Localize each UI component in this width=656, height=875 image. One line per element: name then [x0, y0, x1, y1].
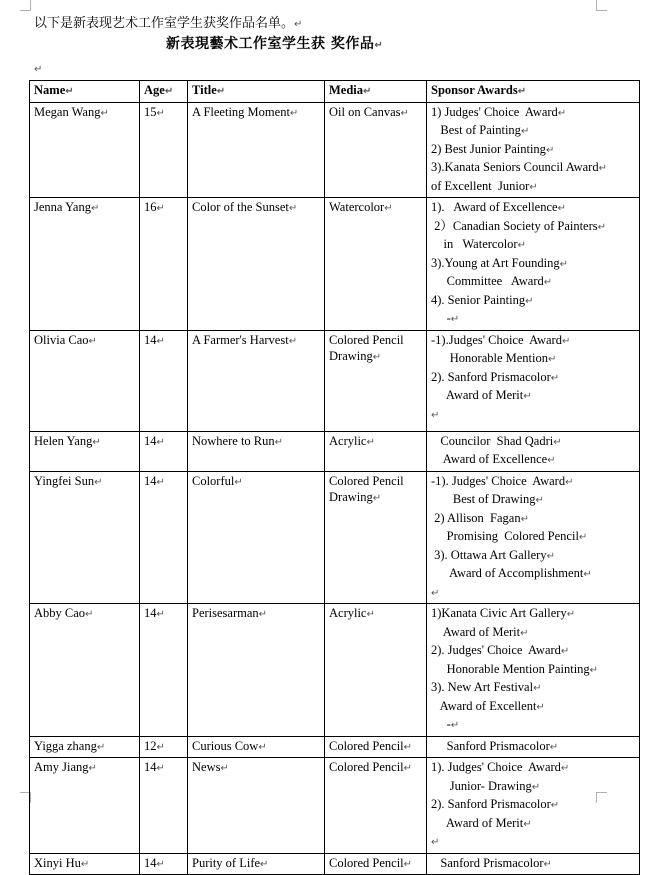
cell-name: Helen Yang↵ [30, 431, 140, 471]
cell-media: Colored Pencil Drawing↵ [325, 330, 427, 431]
cell-media: Colored Pencil↵ [325, 853, 427, 875]
award-line: -↵ [431, 717, 460, 731]
table-row [30, 471, 640, 604]
award-line: Award of Excellence↵ [431, 452, 556, 466]
award-line: 1). Judges' Choice Award↵ [431, 760, 570, 774]
table-row [30, 604, 640, 737]
award-line: Junior- Drawing↵ [431, 778, 541, 793]
cell-title: Curious Cow↵ [188, 736, 325, 758]
award-line: Sanford Prismacolor↵ [431, 855, 552, 870]
cell-title: Nowhere to Run↵ [188, 431, 325, 471]
cell-age: 14↵ [140, 758, 188, 854]
intro-line: 以下是新表现艺术工作室学生获奖作品名单。↵ [34, 16, 303, 31]
award-line: 3).Kanata Seniors Council Award↵ [431, 160, 607, 174]
cell-sponsor-awards [427, 330, 640, 431]
cell-media: Colored Pencil↵ [325, 758, 427, 854]
table-row [30, 758, 640, 854]
award-line: Award of Merit↵ [431, 815, 532, 830]
cell-sponsor-awards [427, 758, 640, 854]
award-line: in Watercolor↵ [431, 237, 526, 251]
award-line: Best of Painting↵ [431, 123, 530, 137]
cell-name: Amy Jiang↵ [30, 758, 140, 854]
cell-title: A Farmer's Harvest↵ [188, 330, 325, 431]
cell-media: Colored Pencil Drawing↵ [325, 471, 427, 604]
cell-age: 14↵ [140, 604, 188, 737]
cell-title: Colorful↵ [188, 471, 325, 604]
award-line: Honorable Mention Painting↵ [431, 661, 599, 676]
cell-sponsor-awards [427, 198, 640, 331]
table-row [30, 431, 640, 471]
table-row [30, 853, 640, 875]
cell-title: Perisesarman↵ [188, 604, 325, 737]
award-line: ↵ [431, 837, 440, 848]
cell-title: A Fleeting Moment↵ [188, 102, 325, 198]
award-line: ↵ [431, 587, 440, 599]
cell-sponsor-awards [427, 736, 640, 758]
table-row [30, 198, 640, 331]
table-row [30, 736, 640, 758]
award-line: of Excellent Junior↵ [431, 178, 538, 193]
cell-name: Abby Cao↵ [30, 604, 140, 737]
cell-sponsor-awards [427, 431, 640, 471]
award-line: 2) Best Junior Painting↵ [431, 141, 555, 156]
cell-media: Acrylic↵ [325, 604, 427, 737]
paragraph-mark: ↵ [34, 64, 43, 75]
award-line: 2）Canadian Society of Painters↵ [431, 218, 607, 233]
cell-name: Xinyi Hu↵ [30, 853, 140, 875]
cell-name: Yingfei Sun↵ [30, 471, 140, 604]
award-line: 2). Judges' Choice Award↵ [431, 643, 570, 657]
award-line: 2). Sanford Prismacolor↵ [431, 797, 560, 811]
award-line: -1).Judges' Choice Award↵ [431, 332, 571, 347]
cell-media: Oil on Canvas↵ [325, 102, 427, 198]
award-line: -1). Judges' Choice Award↵ [431, 473, 574, 488]
column-header-name: Name↵ [30, 81, 140, 103]
cell-age: 14↵ [140, 330, 188, 431]
cell-age: 14↵ [140, 471, 188, 604]
table-row [30, 330, 640, 431]
awards-table [29, 80, 640, 875]
award-line: 1). Award of Excellence↵ [431, 200, 566, 214]
cell-name: Yigga zhang↵ [30, 736, 140, 758]
page-corner-mark [596, 0, 607, 11]
award-line: Promising Colored Pencil↵ [431, 529, 588, 543]
cell-title: Color of the Sunset↵ [188, 198, 325, 331]
cell-age: 15↵ [140, 102, 188, 198]
page-corner-mark [20, 0, 31, 11]
cell-name: Jenna Yang↵ [30, 198, 140, 331]
cell-media: Colored Pencil↵ [325, 736, 427, 758]
column-header-media: Media↵ [325, 81, 427, 103]
award-line: 1) Judges' Choice Award↵ [431, 104, 567, 119]
award-line: Award of Accomplishment↵ [431, 566, 592, 580]
cell-age: 14↵ [140, 431, 188, 471]
award-line: ↵ [431, 409, 440, 421]
cell-title: News↵ [188, 758, 325, 854]
cell-age: 14↵ [140, 853, 188, 875]
column-header-age: Age↵ [140, 81, 188, 103]
cell-media: Acrylic↵ [325, 431, 427, 471]
cell-sponsor-awards [427, 102, 640, 198]
column-header-sponsor-awards: Sponsor Awards↵ [427, 81, 640, 103]
award-line: Award of Merit↵ [431, 624, 529, 639]
award-line: Sanford Prismacolor↵ [431, 738, 559, 753]
document-heading: 新表現藝术工作室学生获 奖作品↵ [166, 36, 384, 52]
cell-sponsor-awards [427, 471, 640, 604]
table-header-row [30, 81, 640, 103]
award-line: 4). Senior Painting↵ [431, 292, 534, 307]
award-line: 1)Kanata Civic Art Gallery↵ [431, 606, 576, 620]
award-line: 2) Allison Fagan↵ [431, 510, 529, 525]
cell-title: Purity of Life↵ [188, 853, 325, 875]
award-line: Committee Award↵ [431, 274, 553, 288]
award-line: 3). New Art Festival↵ [431, 680, 542, 694]
cell-age: 16↵ [140, 198, 188, 331]
award-line: Award of Excellent↵ [431, 698, 545, 713]
award-line: -↵ [431, 311, 460, 325]
award-line: 2). Sanford Prismacolor↵ [431, 369, 560, 384]
table-row [30, 102, 640, 198]
cell-name: Olivia Cao↵ [30, 330, 140, 431]
award-line: Honorable Mention↵ [431, 351, 557, 365]
award-line: 3).Young at Art Founding↵ [431, 255, 568, 270]
column-header-title: Title↵ [188, 81, 325, 103]
cell-sponsor-awards [427, 853, 640, 875]
cell-name: Megan Wang↵ [30, 102, 140, 198]
award-line: Best of Drawing↵ [431, 492, 544, 506]
award-line: 3). Ottawa Art Gallery↵ [431, 547, 555, 562]
cell-age: 12↵ [140, 736, 188, 758]
cell-media: Watercolor↵ [325, 198, 427, 331]
award-line: Award of Merit↵ [431, 388, 532, 402]
cell-sponsor-awards [427, 604, 640, 737]
award-line: Councilor Shad Qadri↵ [431, 433, 562, 448]
